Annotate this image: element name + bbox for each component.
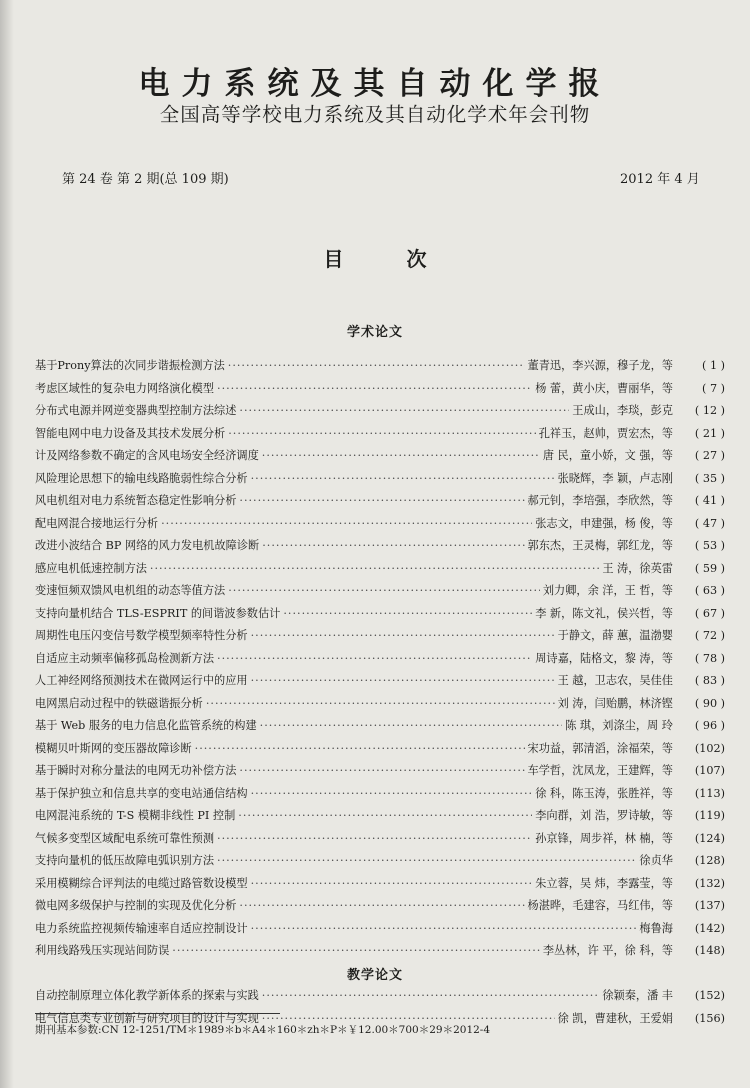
page-number: (113) — [694, 786, 725, 800]
article-title: 分布式电源并网逆变器典型控制方法综述 — [35, 404, 237, 417]
footer-rule — [35, 1013, 280, 1014]
dot-leader — [228, 427, 536, 440]
toc-entry[interactable] — [35, 920, 725, 943]
toc-entry[interactable] — [35, 740, 725, 763]
article-authors: 董青迅，李兴源，穆子龙，等 — [527, 359, 673, 372]
toc-entry[interactable] — [35, 605, 725, 628]
page-number: (128) — [694, 854, 725, 867]
article-title: 支持向量机结合 TLS-ESPRIT 的间谐波参数估计 — [35, 606, 281, 620]
journal-title: 电力系统及其自动化学报 — [138, 66, 612, 102]
page-number: ( 1 ) — [702, 359, 725, 372]
toc-heading: 目 次 — [323, 247, 455, 271]
page-number: ( 53 ) — [694, 539, 725, 552]
dot-leader — [161, 517, 532, 530]
page-number: ( 21 ) — [694, 426, 725, 440]
page-number: (102) — [694, 741, 725, 755]
toc-entry[interactable] — [35, 402, 725, 425]
dot-leader — [251, 674, 555, 687]
dot-leader — [217, 854, 636, 867]
dot-leader — [251, 922, 637, 935]
dot-leader — [217, 382, 532, 395]
dot-leader — [239, 494, 524, 507]
article-authors: 李 新，陈文礼，侯兴哲，等 — [535, 606, 673, 620]
dot-leader — [283, 607, 532, 620]
toc-entry[interactable] — [35, 515, 725, 538]
page-number: (148) — [694, 944, 725, 957]
article-title: 考虑区域性的复杂电力网络演化模型 — [35, 381, 215, 395]
article-title: 电网黑启动过程中的铁磁谐振分析 — [35, 696, 203, 710]
spine-shadow — [0, 0, 14, 1088]
dot-leader — [206, 697, 555, 710]
page-number: (137) — [694, 899, 725, 912]
article-authors: 张志文，申建强，杨 俊，等 — [535, 516, 673, 530]
article-title: 配电网混合接地运行分析 — [35, 516, 159, 530]
dot-leader — [217, 832, 532, 845]
dot-leader — [172, 944, 540, 957]
page-number: ( 47 ) — [694, 516, 725, 530]
page-number: (142) — [694, 921, 725, 935]
article-authors: 刘力卿，余 洋，王 哲，等 — [542, 584, 673, 597]
toc-entry[interactable] — [35, 560, 725, 583]
journal-parameters: 期刊基本参数:CN 12-1251/TM＊1989＊b＊A4＊160＊zh＊P＊￥12.00＊700＊29＊2012-4 — [35, 1024, 491, 1036]
article-authors: 王 涛，徐英雷 — [602, 561, 673, 575]
toc-entry[interactable] — [35, 807, 725, 830]
article-title: 智能电网中电力设备及其技术发展分析 — [35, 426, 226, 440]
page-number: ( 72 ) — [694, 629, 725, 642]
page-number: ( 83 ) — [694, 674, 725, 687]
article-title: 利用线路残压实现站间防误 — [35, 944, 170, 957]
article-authors: 郝元钊，李培强，李欣然，等 — [527, 494, 673, 507]
issue-date: 2012 年 4 月 — [620, 172, 700, 187]
article-title: 变速恒频双馈风电机组的动态等值方法 — [35, 584, 226, 597]
article-authors: 孔祥玉，赵帅，贾宏杰，等 — [538, 426, 673, 440]
article-authors: 孙京锋，周步祥，林 楠，等 — [535, 831, 673, 845]
article-authors: 周诗嘉，陆格文，黎 涛，等 — [535, 651, 673, 665]
toc-entry[interactable] — [35, 627, 725, 650]
dot-leader — [239, 404, 569, 417]
article-authors: 李向群，刘 浩，罗诗敏，等 — [535, 809, 673, 822]
journal-subtitle: 全国高等学校电力系统及其自动化学术年会刊物 — [159, 103, 591, 126]
page-number: ( 27 ) — [694, 449, 725, 462]
toc-entry[interactable] — [35, 875, 725, 898]
page-number: ( 59 ) — [694, 561, 725, 575]
page-number: ( 67 ) — [694, 606, 725, 620]
article-authors: 陈 琪，刘涤尘，周 玲 — [565, 719, 673, 732]
dot-leader — [195, 742, 525, 755]
dot-leader — [239, 764, 524, 777]
page-number: ( 96 ) — [694, 719, 725, 732]
article-title: 风险理论思想下的输电线路脆弱性综合分析 — [35, 471, 248, 485]
article-authors: 张晓辉，李 颖，卢志刚 — [557, 471, 673, 485]
article-title: 基于瞬时对称分量法的电网无功补偿方法 — [35, 764, 237, 777]
page-number: ( 90 ) — [694, 696, 725, 710]
dot-leader — [260, 719, 563, 732]
article-authors: 李丛林，许 平，徐 科，等 — [542, 944, 673, 957]
article-authors: 车学哲，沈凤龙，王建辉，等 — [527, 764, 673, 777]
toc-entry[interactable] — [35, 582, 725, 605]
dot-leader — [228, 359, 525, 372]
article-title: 计及网络参数不确定的含风电场安全经济调度 — [35, 449, 259, 462]
toc-entry[interactable] — [35, 537, 725, 560]
toc-entry[interactable] — [35, 897, 725, 920]
article-authors: 徐颖秦，潘 丰 — [602, 989, 673, 1002]
page-number: (124) — [694, 831, 725, 845]
article-authors: 王 越，卫志农，吴佳佳 — [557, 674, 673, 687]
toc-entry[interactable] — [35, 987, 725, 1010]
article-title: 采用模糊综合评判法的电缆过路管数设模型 — [35, 876, 248, 890]
article-authors: 徐 科，陈玉涛，张胜祥，等 — [535, 786, 673, 800]
toc-entry[interactable] — [35, 380, 725, 403]
toc-entry[interactable] — [35, 470, 725, 493]
dot-leader — [239, 899, 524, 912]
article-authors: 唐 民，童小娇，文 强，等 — [542, 449, 673, 462]
article-title: 电网混沌系统的 T-S 模糊非线性 PI 控制 — [35, 809, 236, 822]
article-title: 微电网多级保护与控制的实现及优化分析 — [35, 899, 237, 912]
toc-entry[interactable] — [35, 425, 725, 448]
dot-leader — [251, 629, 555, 642]
toc-entry[interactable] — [35, 492, 725, 515]
article-authors: 于静文，薛 蕙，温渤婴 — [557, 629, 673, 642]
article-title: 自动控制原理立体化教学新体系的探索与实践 — [35, 989, 259, 1002]
article-title: 基于Prony算法的次同步谐振检测方法 — [35, 359, 225, 372]
article-title: 感应电机低速控制方法 — [35, 561, 147, 575]
article-title: 人工神经网络预测技术在微网运行中的应用 — [35, 674, 248, 687]
section-title-academic: 学术论文 — [346, 325, 403, 340]
article-title: 支持向量机的低压故障电弧识别方法 — [35, 854, 215, 867]
section-title-teaching: 教学论文 — [346, 968, 403, 983]
dot-leader — [228, 584, 540, 597]
article-title: 电气信息类专业创新与研究项目的设计与实现 — [35, 1011, 259, 1025]
article-title: 气候多变型区域配电系统可靠性预测 — [35, 831, 215, 845]
page-number: (132) — [694, 876, 725, 890]
article-authors: 徐 凯，曹建秋，王爱娟 — [557, 1011, 673, 1025]
article-title: 模糊贝叶斯网的变压器故障诊断 — [35, 741, 192, 755]
toc-entry[interactable] — [35, 447, 725, 470]
article-authors: 刘 涛，闫贻鹏，林济铿 — [557, 696, 673, 710]
toc-entry[interactable] — [35, 650, 725, 673]
page-number: ( 7 ) — [702, 381, 725, 395]
dot-leader — [217, 652, 532, 665]
toc-entry[interactable] — [35, 672, 725, 695]
toc-entry[interactable] — [35, 762, 725, 785]
page-number: (156) — [694, 1011, 725, 1025]
toc-entry[interactable] — [35, 695, 725, 718]
toc-entry[interactable] — [35, 717, 725, 740]
article-title: 风电机组对电力系统暂态稳定性影响分析 — [35, 494, 237, 507]
toc-entry[interactable] — [35, 357, 725, 380]
toc-entry[interactable] — [35, 830, 725, 853]
dot-leader — [150, 562, 599, 575]
article-authors: 梅鲁海 — [639, 921, 673, 935]
toc-entry[interactable] — [35, 785, 725, 808]
article-authors: 王成山，李琰，彭克 — [572, 404, 673, 417]
dot-leader — [251, 472, 555, 485]
dot-leader — [262, 449, 540, 462]
dot-leader — [251, 877, 533, 890]
page-number: ( 63 ) — [694, 584, 725, 597]
article-title: 改进小波结合 BP 网络的风力发电机故障诊断 — [35, 539, 260, 552]
page-number: ( 12 ) — [694, 404, 725, 417]
article-title: 基于 Web 服务的电力信息化监管系统的构建 — [35, 719, 257, 732]
article-authors: 杨 蕾，黄小庆，曹丽华，等 — [535, 381, 673, 395]
toc-entry[interactable] — [35, 852, 725, 875]
article-title: 周期性电压闪变信号数学模型频率特性分析 — [35, 629, 248, 642]
article-title: 电力系统监控视频传输速率自适应控制设计 — [35, 921, 248, 935]
page-number: ( 35 ) — [694, 471, 725, 485]
article-authors: 宋功益，郭清滔，涂福荣，等 — [527, 741, 673, 755]
article-authors: 徐贞华 — [639, 854, 673, 867]
dot-leader — [251, 787, 533, 800]
dot-leader — [238, 809, 532, 822]
toc-list-academic — [35, 357, 725, 965]
page-number: ( 78 ) — [694, 651, 725, 665]
dot-leader — [262, 989, 600, 1002]
toc-entry[interactable] — [35, 942, 725, 965]
article-title: 自适应主动频率偏移孤岛检测新方法 — [35, 651, 215, 665]
article-authors: 杨湛晔，毛建容，马红伟，等 — [527, 899, 673, 912]
dot-leader — [262, 539, 524, 552]
issue-info: 第 24 卷 第 2 期(总 109 期) — [62, 172, 229, 187]
article-authors: 朱立蓉，吴 炜，李露莹，等 — [535, 876, 673, 890]
page-number: (107) — [694, 764, 725, 777]
page-number: (119) — [694, 809, 725, 822]
page-number: ( 41 ) — [694, 494, 725, 507]
article-authors: 郭东杰，王灵梅，郭红龙，等 — [527, 539, 673, 552]
article-title: 基于保护独立和信息共享的变电站通信结构 — [35, 786, 248, 800]
page-number: (152) — [694, 989, 725, 1002]
